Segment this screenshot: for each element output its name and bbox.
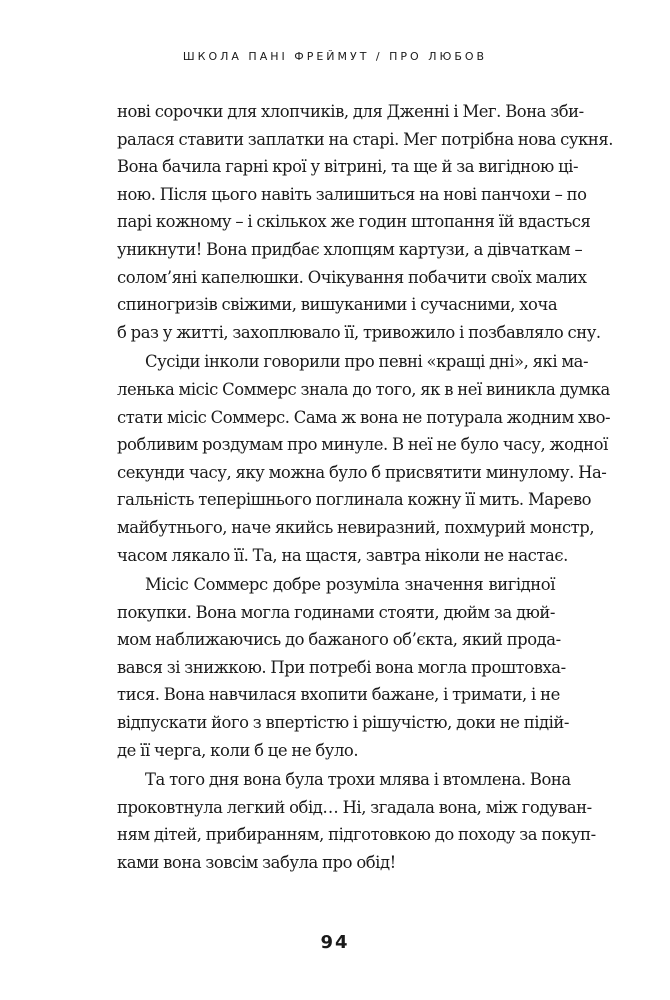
text-line: покупки. Вона могла годинами стояти, дюйм за дюй- — [117, 602, 555, 622]
text-line: Та того дня вона була трохи млява і втомлена. Вона — [145, 770, 571, 790]
text-line: Місіс Соммерс добре розуміла значення вигідної — [145, 575, 555, 595]
text-line: уникнути! Вона придбає хлопцям картузи, а дівчаткам – — [117, 239, 583, 259]
text-line: секунди часу, яку можна було б присвятити минулому. На- — [117, 462, 607, 482]
body-text — [117, 98, 613, 877]
text-line: нові сорочки для хлопчиків, для Дженні і Мег. Вона зби- — [117, 102, 584, 121]
running-header: ШКОЛА ПАНІ ФРЕЙМУТ / ПРО ЛЮБОВ — [182, 50, 488, 63]
text-line: ками вона зовсім забула про обід! — [117, 853, 396, 873]
text-line: робливим роздумам про минуле. В неї не було часу, жодної — [117, 435, 608, 455]
text-line: ною. Після цього навіть залишиться на нові панчохи – по — [117, 184, 587, 204]
page-number: 94 — [320, 932, 350, 953]
text-line: майбутнього, наче якийсь невиразний, похмурий монстр, — [117, 517, 595, 537]
text-line: ленька місіс Соммерс знала до того, як в неї виникла думка — [117, 379, 610, 399]
text-line: проковтнула легкий обід… Ні, згадала вона, між годуван- — [117, 797, 592, 817]
paragraph-2 — [117, 348, 611, 569]
text-line: б раз у житті, захоплювало її, тривожило і позбавляло сну. — [117, 322, 601, 342]
text-line: солом’яні капелюшки. Очікування побачити своїх малих — [117, 267, 587, 287]
text-line: відпускати його з впертістю і рішучістю, доки не підій- — [117, 713, 569, 733]
text-line: гальність теперішнього поглинала кожну її мить. Марево — [117, 490, 592, 510]
text-line: мом наближаючись до бажаного об’єкта, який прода- — [117, 630, 561, 650]
text-line: тися. Вона навчилася вхопити бажане, і тримати, і не — [117, 685, 560, 705]
text-line: ралася ставити заплатки на старі. Мег потрібна нова сукня. — [117, 129, 613, 149]
paragraph-3 — [117, 571, 569, 764]
text-line: парі кожному – і скількох же годин штопання їй вдасться — [117, 212, 591, 232]
text-line: стати місіс Соммерс. Сама ж вона не потурала жодним хво- — [117, 407, 611, 427]
text-line: часом лякало її. Та, на щастя, завтра ніколи не настає. — [117, 545, 568, 565]
text-line: Сусіди інколи говорили про певні «кращі дні», які ма- — [145, 352, 589, 372]
text-line: де її черга, коли б це не було. — [117, 740, 359, 760]
paragraph-4 — [117, 766, 596, 876]
text-line: вався зі знижкою. При потребі вона могла проштовха- — [117, 657, 566, 677]
text-line: ням дітей, прибиранням, підготовкою до походу за покуп- — [117, 825, 596, 845]
text-line: Вона бачила гарні крої у вітрині, та ще й за вигідною ці- — [117, 157, 579, 177]
text-line: спиногризів свіжими, вишуканими і сучасними, хоча — [117, 295, 558, 315]
paragraph-1 — [117, 98, 613, 346]
